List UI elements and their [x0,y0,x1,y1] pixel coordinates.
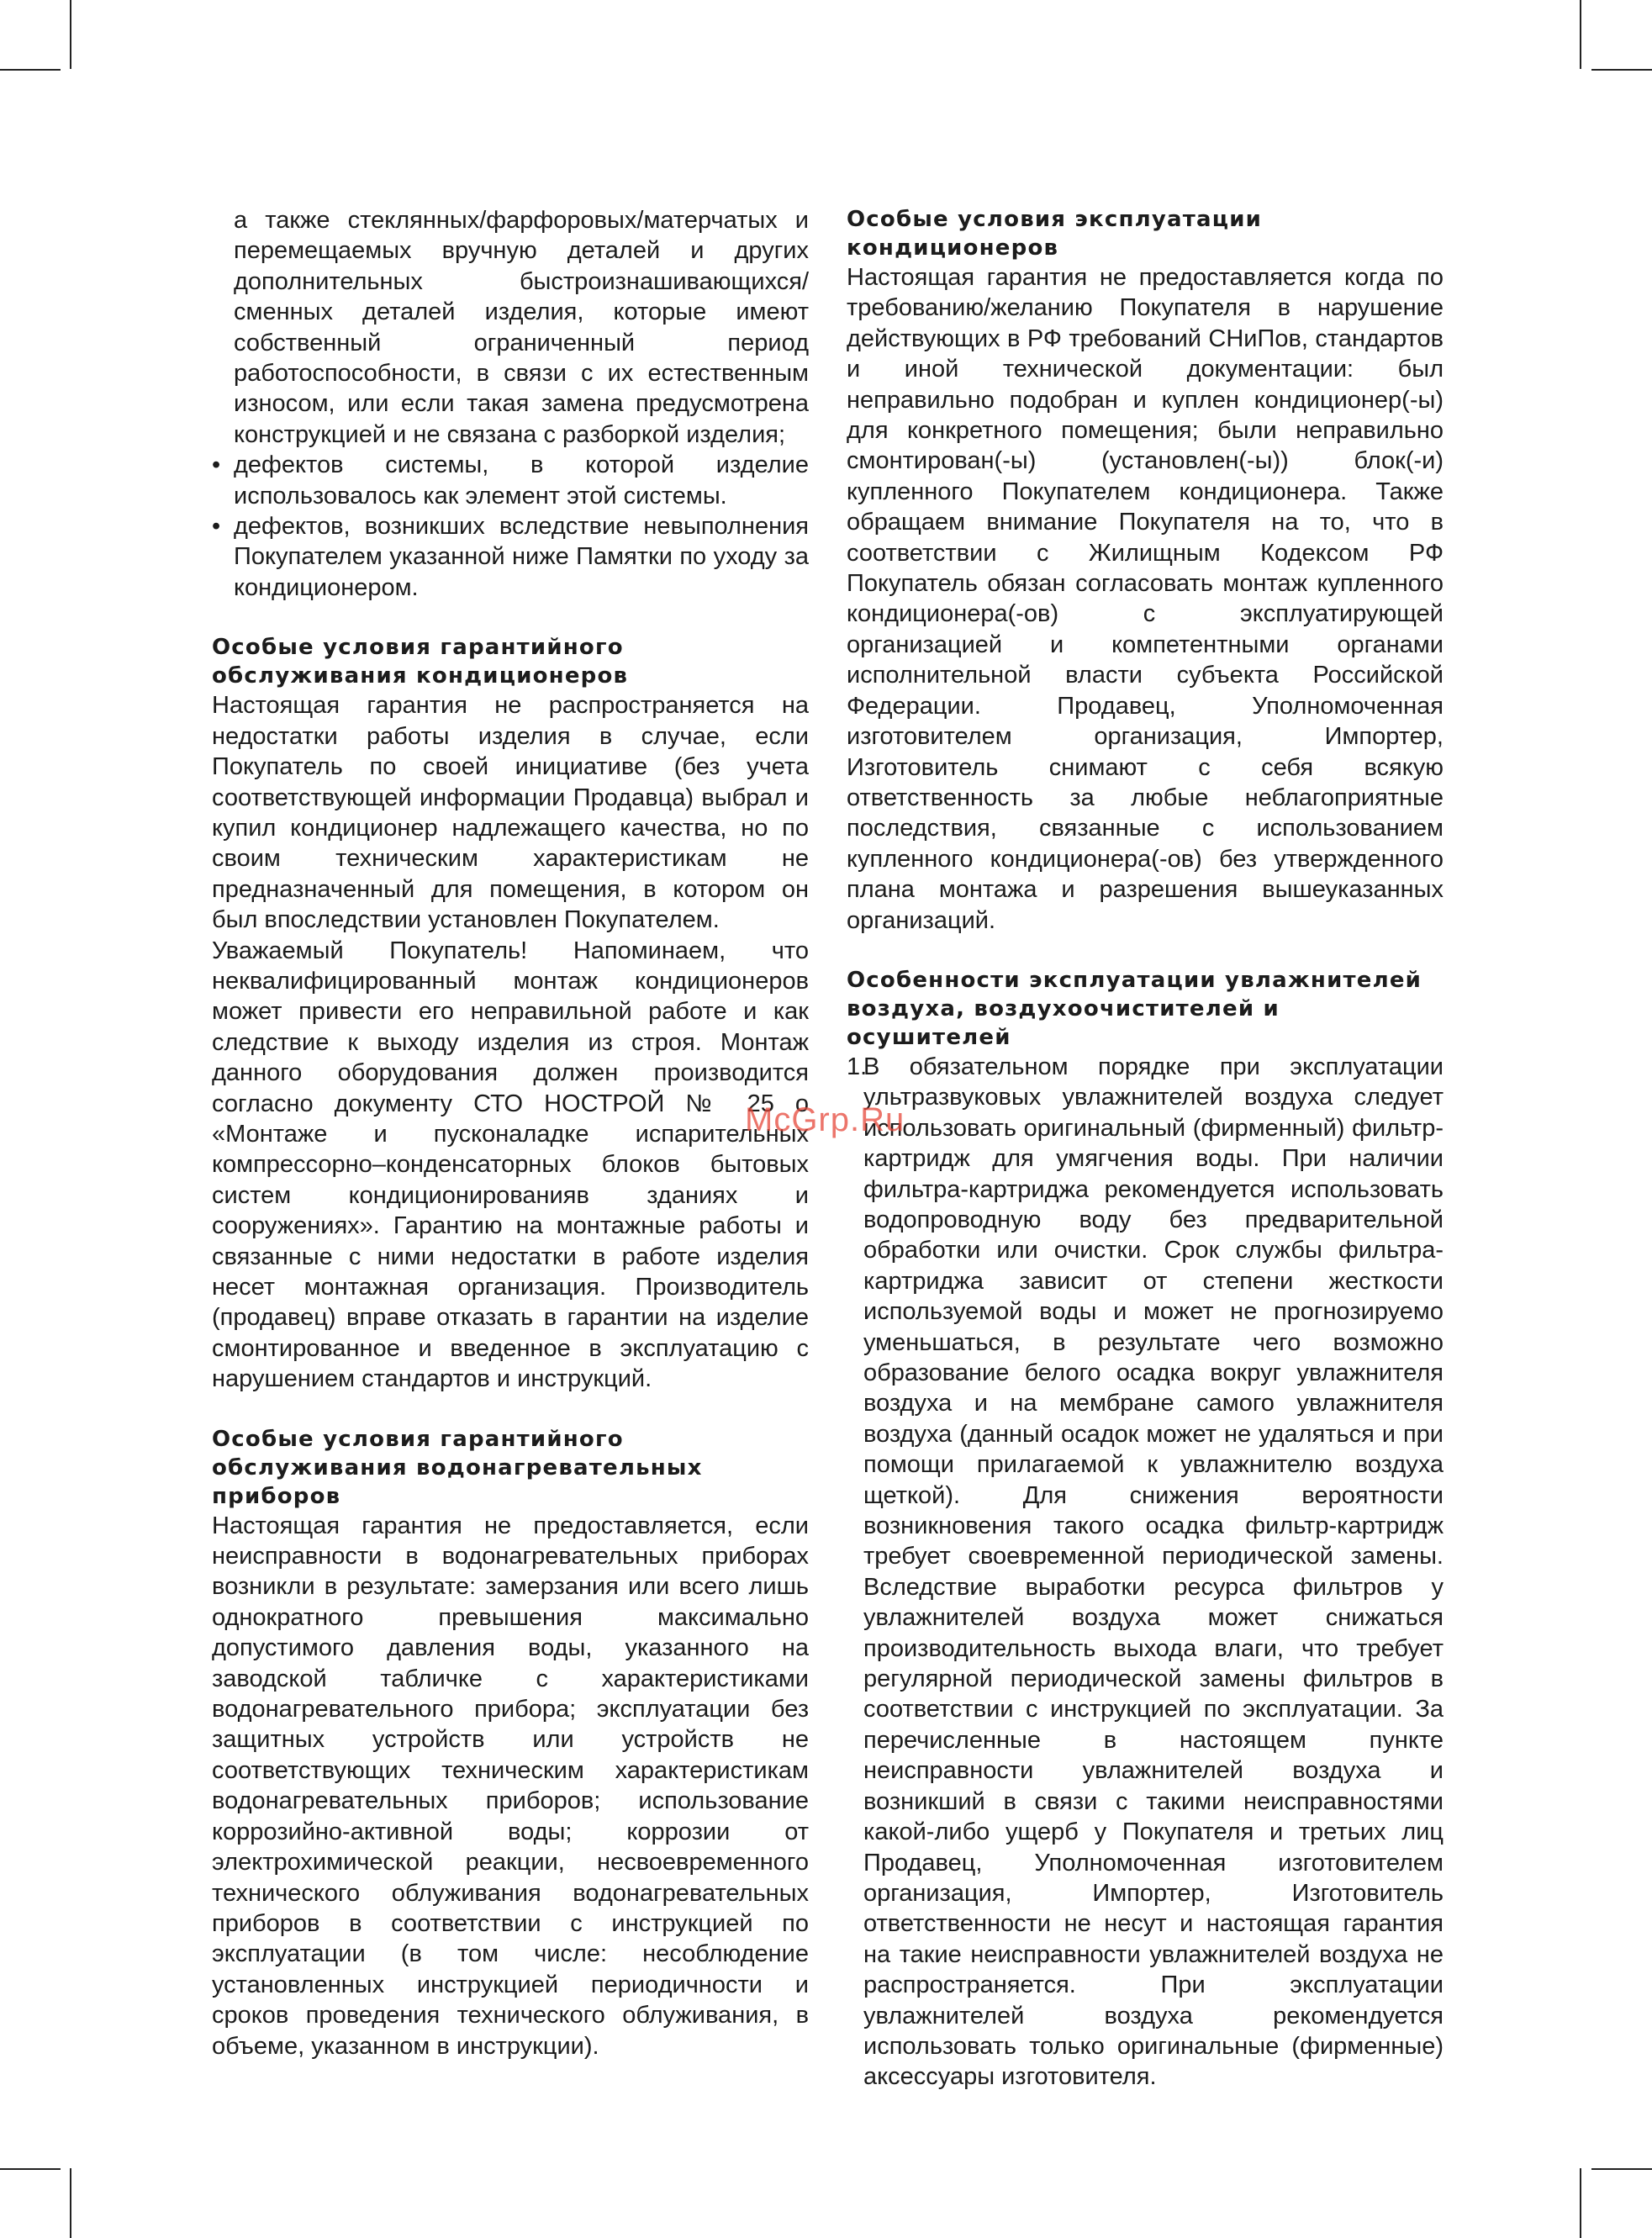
crop-mark-bottom-left-vertical [70,2168,71,2238]
item-number: 1. [847,1053,868,1080]
section-heading: Особые условия эксплуатации кондиционеров [847,207,1263,261]
section-paragraph: Настоящая гарантия не предоставляется когда по требованию/желанию Покупателя в нарушение действующих в РФ требований СНиПов, стандартов и иной технической документации: был неправильно подобран и куплен кондиционер(-ы) для конкретного помещения; были неправильно смонтирован(-ы) (установлен(-ы)) блок(-и) купленного Покупателем кондиционера. Также обращаем внимание Покупателя на то, что в соответствии с Жилищным Кодексом РФ Покупатель обязан согласовать монтаж купленного кондиционера(-ов) с эксплуатирующей организацией и компетентными органами исполнительной власти субъекта Российской Федерации. Продавец, Уполномоченная изготовителем организация, Импортер, Изготовитель снимают с себя всякую ответственность за любые неблагоприятные последствия, связанные с использованием купленного кондиционера(-ов) без утвержденного плана монтажа и разрешения вышеуказанных организаций. [847,264,1444,934]
list-item [212,450,809,511]
section-paragraph: Настоящая гарантия не предоставляется, если неисправности в водонагревательных приборах возникли в результате: замерзания или всего лишь однократного превышения максимально допустимого давления воды, указанного на заводской табличке с характеристиками водонагревательного прибора; эксплуатации без защитных устройств или устройств не соответствующих техническим характеристикам водонагревательных приборов; использование коррозийно-активной воды; коррозии от электрохимической реакции, несвоевременного технического облуживания водонагревательных приборов в соответствии с инструкцией по эксплуатации (в том числе: несоблюдение установленных инструкцией периодичности и сроков проведения технического облуживания, в объеме, указанном в инструкции). [212,1512,809,2060]
intro-continuation: а также стеклянных/фарфоровых/матерчатых и перемещаемых вручную деталей и других дополнительных быстроизнашивающихся/сменных деталей изделия, которые имеют собственный ограниченный период работоспособности, в связи с их естественным износом, или если такая замена предусмотрена конструкцией и не связана с разборкой изделия; [234,207,809,448]
crop-mark-bottom-left-horizontal [0,2168,61,2170]
list-item-text: дефектов, возникших вследствие невыполнения Покупателем указанной ниже Памятки по уходу за кондиционером. [234,513,809,601]
exclusion-list [212,450,809,603]
crop-mark-top-right-vertical [1580,0,1581,69]
list-item-text: дефектов системы, в которой изделие использовалось как элемент этой системы. [234,451,809,509]
section-paragraph: Настоящая гарантия не распространяется на недостатки работы изделия в случае, если Покупатель по своей инициативе (без учета соответствующей информации Продавца) выбрал и купил кондиционер надлежащего качества, но по своим техническим характеристикам не предназначенный для помещения, в котором он был впоследствии установлен Покупателем. [212,692,809,934]
section-heading: Особые условия гарантийного обслуживания кондиционеров [212,635,629,689]
crop-mark-bottom-right-vertical [1580,2168,1581,2238]
list-item [212,511,809,603]
section-humidifier-operation [847,966,1444,2093]
list-item-text: В обязательном порядке при эксплуатации ультразвуковых увлажнителей воздуха следует использовать оригинальный (фирменный) фильтр-картридж для умягчения воды. При наличии фильтра-картриджа рекомендуется использовать водопроводную воду без предварительной обработки или очистки. Срок службы фильтра-картриджа зависит от степени жесткости используемой воды и может не прогнозируемо уменьшаться, в результате чего возможно образование белого осадка вокруг увлажнителя воздуха и на мембране самого увлажнителя воздуха (данный осадок может не удаляться и при помощи прилагаемой к увлажнителю воздуха щеткой). Для снижения вероятности возникновения такого осадка фильтр-картридж требует своевременной периодической замены. Вследствие выработки ресурса фильтров у увлажнителей воздуха может снижаться производительность выхода влаги, что требует регулярной периодической замены фильтров в соответствии с инструкцией по эксплуатации. За перечисленные в настоящем пункте неисправности увлажнителей воздуха и возникший в связи с такими неисправностями какой-либо ущерб у Покупателя и третьих лиц Продавец, Уполномоченная изготовителем организация, Импортер, Изготовитель ответственности не несут и настоящая гарантия на такие неисправности увлажнителей воздуха не распространяется. При эксплуатации увлажнителей воздуха рекомендуется использовать только оригинальные (фирменные) аксессуары изготовителя. [863,1053,1444,2091]
section-heading: Особые условия гарантийного обслуживания водонагревательных приборов [212,1426,703,1509]
section-air-conditioner-warranty [212,633,809,1394]
bullet-icon: • [212,451,221,479]
section-water-heater-warranty [212,1425,809,2061]
numbered-list [847,1052,1444,2093]
crop-mark-top-left-vertical [70,0,71,69]
bullet-icon: • [212,513,221,541]
crop-mark-bottom-right-horizontal [1591,2168,1652,2170]
list-item [847,1052,1444,2093]
right-column [847,205,1444,2093]
section-paragraph: Уважаемый Покупатель! Напоминаем, что неквалифицированный монтаж кондиционеров может привести его неправильной работе и как следствие к выходу изделия из строя. Монтаж данного оборудования должен производится согласно документу СТО НОСТРОЙ № 25 о «Монтаже и пусконаладке испарительных компрессорно–конденсаторных блоков бытовых систем кондиционированияв зданиях и сооружениях». Гарантию на монтажные работы и связанные с ними недостатки в работе изделия несет монтажная организация. Производитель (продавец) вправе отказать в гарантии на изделие смонтированное и введенное в эксплуатацию с нарушением стандартов и инструкций. [212,937,809,1393]
watermark: McGrp.Ru [745,1101,905,1138]
section-air-conditioner-operation [847,205,1444,936]
crop-mark-top-left-horizontal [0,69,61,71]
section-heading: Особенности эксплуатации увлажнителей воздуха, воздухоочистителей и осушителей [847,967,1422,1050]
crop-mark-top-right-horizontal [1591,69,1652,71]
left-column [212,205,809,2061]
